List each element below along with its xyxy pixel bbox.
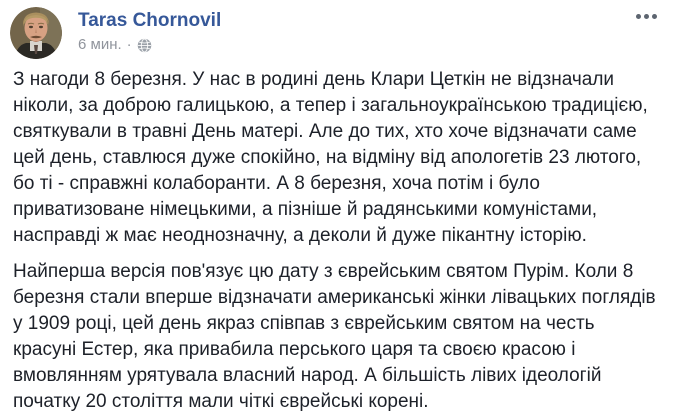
post-meta [78,36,221,54]
post-header-text [78,7,221,54]
post-body [0,59,673,415]
timestamp-link[interactable]: 6 мин. [78,36,122,53]
post-paragraph: Найперша версія пов'язує цю дату з єврейським святом Пурім. Коли 8 березня стали вперше відзначати американські жінки лівацьких поглядів у 1909 році, цей день якраз співпав з єврейським святом на честь красуні Естер, яка привабила перського царя та своєю красою і вмовлянням урятувала власний народ. А більшість лівих ідеологій початку 20 століття мали чіткі єврейські корені. [13,261,656,412]
author-name-link[interactable]: Taras Chornovil [78,10,222,31]
meta-separator: · [126,36,132,53]
post-options-button[interactable] [634,8,659,25]
author-avatar[interactable] [10,7,62,59]
options-dot [644,14,649,19]
privacy-public-globe-icon[interactable] [137,38,152,53]
options-dot [652,14,657,19]
post-header [0,0,673,59]
post-paragraph: З нагоди 8 березня. У нас в родині день Клари Цеткін не відзначали ніколи, за доброю галицькою, а тепер і загальноукраїнською традицією, святкували в травні День матері. Але до тих, хто хоче відзначати саме цей день, ставлюся дуже спокійно, на відміну від апологетів 23 лютого, бо ті - справжні колаборанти. А 8 березня, хоча потім і було приватизоване німецькими, а пізніше й радянськими комуністами, насправді ж має неоднозначну, а деколи й дуже пікантну історію. [13,69,648,246]
options-dot [636,14,641,19]
avatar-portrait-image [10,7,62,59]
